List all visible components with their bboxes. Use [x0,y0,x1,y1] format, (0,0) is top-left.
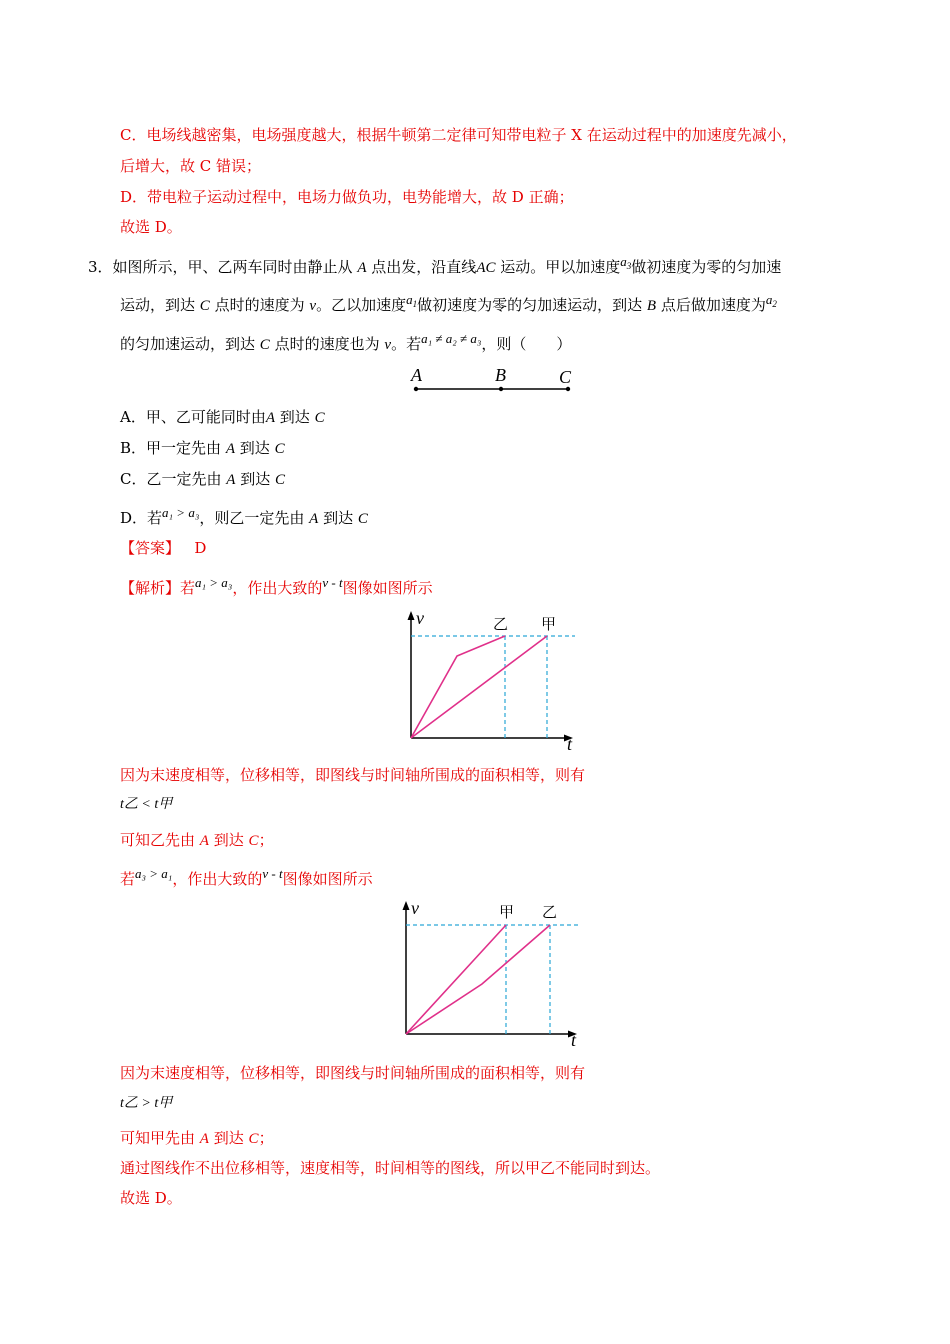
conclusion-1 [120,830,274,851]
condition-1: a₁ > a₃ [195,575,233,590]
line-ac: AC [476,260,496,276]
velocity-v: v [384,337,392,353]
label-yi: 乙 [493,617,509,633]
option-b[interactable] [120,438,285,459]
q-text: 如图所示，甲、乙两车同时由静止从 [112,258,353,276]
opt-text: 到达 [323,509,354,527]
final-choose: 故选 D。 [120,1189,182,1207]
y-arrow-icon [403,901,410,910]
point-a: A [199,833,209,849]
q-text: 做初速度为零的匀加速运动，到达 [417,296,643,314]
condition-d: a₁ > a₃ [162,505,200,520]
y-axis-label: v [416,608,424,628]
accel-a3: $a_3$ [620,254,632,271]
y-axis-label: v [411,898,419,918]
accel-a2: $a_2$ [765,292,777,309]
q-text: 。乙以加速度 [316,296,407,314]
point-a: A [357,260,367,276]
answer-label: 【答案】 [120,539,181,557]
prev-option-c-line1: C．电场线越密集，电场强度越大，根据牛顿第二定律可知带电粒子 X 在运动过程中的加速度先减小， [120,126,797,144]
option-c[interactable] [120,469,285,490]
point-a: A [309,511,319,527]
concl-text: 到达 [213,831,244,849]
q-text: 做初速度为零的匀加速 [631,258,782,276]
option-d[interactable] [120,505,368,529]
vt-graph-2 [390,895,590,1050]
analysis-text: 若 [120,870,136,888]
point-c: C [275,472,286,488]
q-text: 。若 [391,335,422,353]
question-line-1 [88,254,782,282]
q-text: 点出发，沿直线 [371,258,477,276]
point-c: C [357,511,368,527]
q-text: 运动，到达 [120,296,196,314]
q-text: 点后做加速度为 [660,296,766,314]
q-text: 点时的速度也为 [274,335,380,353]
opt-text: D．若 [120,509,163,527]
dot-c [566,387,570,391]
vt-graph-1 [395,605,590,755]
q-text: 点时的速度为 [214,296,305,314]
question-line-2 [120,292,777,320]
concl-text: 可知甲先由 [120,1129,196,1147]
analysis-text: 图像如图所示 [282,870,373,888]
analysis-line-2 [120,866,373,890]
abc-line-diagram [400,362,590,398]
vt-label: v - t [262,866,283,881]
prev-choose: 故选 D。 [120,218,182,236]
point-c: C [199,298,210,314]
curve-yi [406,925,550,1034]
q-text: ，则（ ） [481,335,572,353]
opt-text: 到达 [239,439,270,457]
curve-jia [406,925,506,1034]
concl-text: 到达 [213,1129,244,1147]
condition-neq: a₁ ≠ a₂ ≠ a₃ [421,331,482,346]
condition-2: a₃ > a₁ [135,866,173,881]
concl-text: 可知乙先由 [120,831,196,849]
point-a: A [199,1131,209,1147]
point-a: A [226,472,236,488]
opt-text: 到达 [279,408,310,426]
label-jia: 甲 [499,905,515,921]
opt-text: ，则乙一定先由 [199,509,305,527]
point-c: C [314,410,325,426]
inequality-2: t乙 > t甲 [120,1096,173,1111]
analysis-text: 图像如图所示 [342,579,433,597]
y-arrow-icon [408,611,415,620]
final-statement: 通过图线作不出位移相等，速度相等，时间相等的图线，所以甲乙不能同时到达。 [120,1159,661,1177]
opt-text: 到达 [240,470,271,488]
analysis-text: ，作出大致的 [172,870,263,888]
conclusion-2 [120,1128,274,1149]
opt-text: B．甲一定先由 [120,439,222,457]
velocity-v: v [309,298,317,314]
prev-option-c-line2: 后增大，故 C 错误； [120,157,262,175]
semicolon: ； [258,1129,274,1147]
q-text: 运动。甲以加速度 [500,258,621,276]
analysis-text: ，作出大致的 [232,579,323,597]
question-line-3 [120,331,572,355]
curve-jia [411,636,547,738]
x-axis-label: t [567,734,573,754]
question-number: 3． [88,258,113,276]
reason-line-1: 因为末速度相等，位移相等，即图线与时间轴所围成的面积相等，则有 [120,766,586,784]
point-c: C [274,441,285,457]
label-a: A [411,365,422,385]
curve-yi [411,636,505,738]
label-c: C [559,367,572,387]
point-c: C [248,833,259,849]
inequality-1: t乙 < t甲 [120,797,173,812]
answer-value: D [194,539,207,557]
opt-text: A．甲、乙可能同时由 [120,408,266,426]
point-a: A [225,441,235,457]
prev-option-d-line: D．带电粒子运动过程中，电场力做负功，电势能增大，故 D 正确； [120,188,574,206]
label-b: B [495,365,506,385]
opt-text: C．乙一定先由 [120,470,222,488]
point-c: C [259,337,270,353]
q-text: 的匀加速运动，到达 [120,335,256,353]
analysis-label: 【解析】若 [120,579,196,597]
vt-label: v - t [322,575,343,590]
label-jia: 甲 [541,617,557,633]
dot-b [499,387,503,391]
accel-a1: $a_1$ [406,292,418,309]
analysis-line-1 [120,575,433,599]
point-a: A [265,410,276,426]
semicolon: ； [258,831,274,849]
reason-line-2: 因为末速度相等，位移相等，即图线与时间轴所围成的面积相等，则有 [120,1064,586,1082]
dot-a [414,387,418,391]
label-yi: 乙 [542,905,558,921]
x-axis-label: t [571,1030,577,1050]
answer-line [120,538,206,558]
option-a[interactable] [120,407,325,428]
point-c: C [248,1131,259,1147]
point-b: B [646,298,657,314]
